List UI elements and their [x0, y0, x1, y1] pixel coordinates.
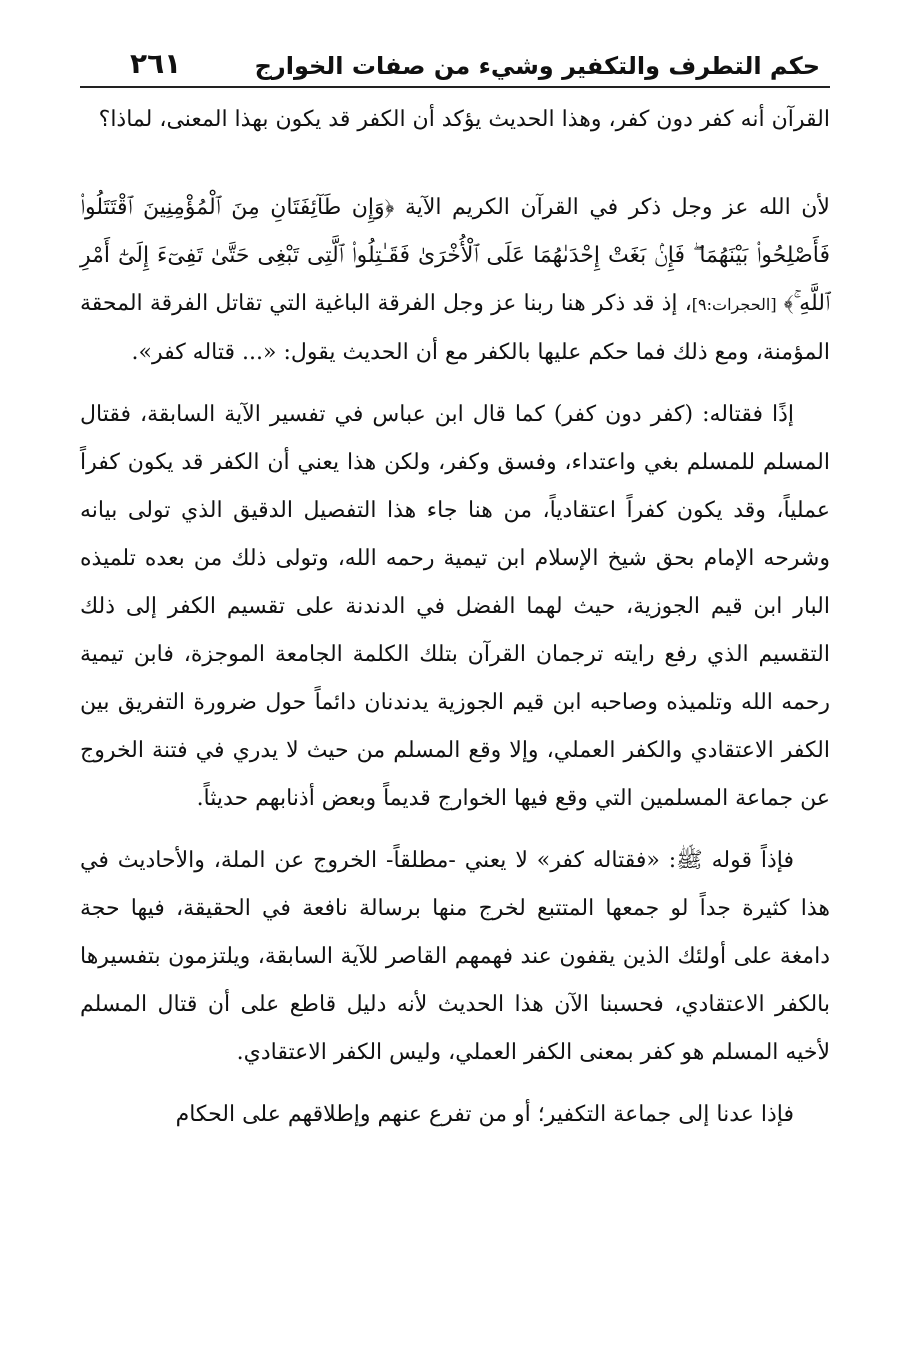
- paragraph-1-lead: لأن الله عز وجل ذكر في القرآن الكريم الآية: [404, 195, 830, 220]
- quran-verse: ﴿وَإِن طَآئِفَتَانِ مِنَ ٱلْمُؤْمِنِينَ ٱقْتَتَلُوا۟ فَأَصْلِحُوا۟ بَيْنَهُمَا ۖ فَإِنۢ بَغَتْ إِحْدَىٰهُمَا عَلَى ٱلْأُخْرَىٰ فَقَـٰتِلُوا۟ ٱلَّتِى تَبْغِى حَتَّىٰ تَفِىٓءَ إِلَىٰٓ أَمْرِ ٱللَّهِ ۚ﴾: [80, 195, 830, 316]
- paragraph-1: [80, 184, 830, 377]
- running-title: حكم التطرف والتكفير وشيء من صفات الخوارج: [254, 52, 820, 80]
- book-page: [80, 30, 830, 1330]
- paragraph-3: فإذاً قوله ﷺ: «فقتاله كفر» لا يعني -مطلقاً- الخروج عن الملة، والأحاديث في هذا كثيرة جداً لو جمعها المتتبع لخرج منها برسالة نافعة في الحقيقة، فيها حجة دامغة على أولئك الذين يقفون عند فهمهم القاصر للآية السابقة، ويلتزمون بتفسيرها بالكفر الاعتقادي، فحسبنا الآن هذا الحديث لأنه دليل قاطع على أن قتال المسلم لأخيه المسلم هو كفر بمعنى الكفر العملي، وليس الكفر الاعتقادي.: [80, 848, 831, 1065]
- verse-citation: [الحجرات:٩]: [691, 295, 777, 314]
- paragraph-4: فإذا عدنا إلى جماعة التكفير؛ أو من تفرع عنهم وإطلاقهم على الحكام: [175, 1102, 794, 1127]
- page-body: [80, 96, 830, 1139]
- page-header: [80, 30, 830, 88]
- paragraph-gap: [80, 158, 830, 184]
- page-number: ٢٦١: [130, 47, 182, 80]
- paragraph-1-rest: ، إذ قد ذكر هنا ربنا عز وجل الفرقة الباغية التي تقاتل الفرقة المحقة المؤمنة، ومع ذلك فما حكم عليها بالكفر مع أن الحديث يقول: «... قتاله كفر».: [80, 291, 830, 365]
- paragraph-2: إذًا فقتاله: (كفر دون كفر) كما قال ابن عباس في تفسير الآية السابقة، فقتال المسلم للمسلم بغي واعتداء، وفسق وكفر، ولكن هذا يعني أن الكفر قد يكون كفراً عملياً، وقد يكون كفراً اعتقادياً، من هنا جاء هذا التفصيل الدقيق الذي تولى بيانه وشرحه الإمام بحق شيخ الإسلام ابن تيمية رحمه الله، وتولى ذلك من بعده تلميذه البار ابن قيم الجوزية، حيث لهما الفضل في الدندنة على تقسيم الكفر إلى ذلك التقسيم الذي رفع رايته ترجمان القرآن بتلك الكلمة الجامعة الموجزة، فابن تيمية رحمه الله وتلميذه وصاحبه ابن قيم الجوزية يدندنان دائماً حول ضرورة التفريق بين الكفر الاعتقادي والكفر العملي، وإلا وقع المسلم من حيث لا يدري في فتنة الخروج عن جماعة المسلمين التي وقع فيها الخوارج قديماً وبعض أذنابهم حديثاً.: [80, 402, 830, 811]
- paragraph-0: القرآن أنه كفر دون كفر، وهذا الحديث يؤكد أن الكفر قد يكون بهذا المعنى، لماذا؟: [98, 107, 830, 132]
